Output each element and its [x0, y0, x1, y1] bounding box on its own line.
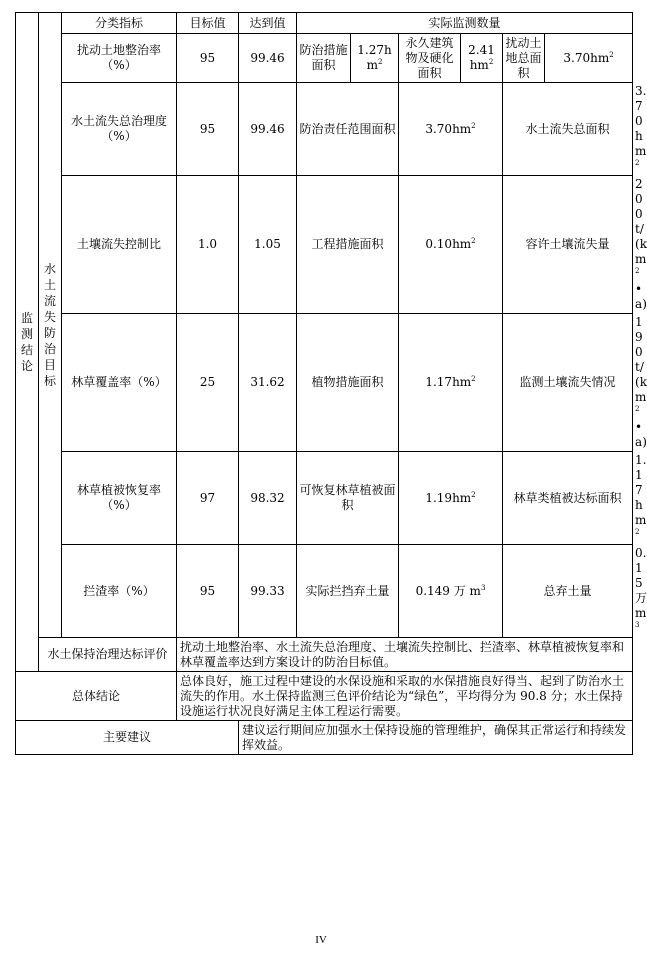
table-row: 林草植被恢复率（%） 97 98.32 可恢复林草植被面积 $1.19hm^2$ 林草类植被达标面积 $1.17hm^2$ — [16, 452, 633, 545]
table-row: 土壤流失控制比 1.0 1.05 工程措施面积 $0.10hm^2$ 容许土壤流失量 200 $t/(km^2•a)$ — [16, 176, 633, 314]
conclusion-text: 总体良好，施工过程中建设的水保设施和采取的水保措施良好得当、起到了防治水土流失的作用。水土保持监测三色评价结论为“绿色”，平均得分为 90.8 分；水土保持设施运行状况良好满足主体工程运行需要。 — [177, 672, 633, 721]
header-indicator: 分类指标 — [62, 13, 177, 34]
header-target: 目标值 — [177, 13, 239, 34]
indicator-cell: 林草植被恢复率（%） — [62, 452, 177, 545]
metric-value: 2.41 $hm^2$ — [461, 34, 503, 83]
evaluation-row — [16, 638, 633, 672]
metric-label: 永久建筑物及硬化面积 — [399, 34, 461, 83]
page-number: IV — [315, 934, 327, 946]
metric-label: 工程措施面积 — [297, 176, 399, 314]
metric-label: 水土流失总面积 — [503, 83, 633, 176]
indicator-cell: 拦渣率（%） — [62, 545, 177, 638]
metric-value: $0.10hm^2$ — [399, 176, 503, 314]
table-row: 拦渣率（%） 95 99.33 实际拦挡弃土量 0.149 万 $m^3$ 总弃土量 0.15 万 $m^3$ — [16, 545, 633, 638]
metric-value: 0.149 万 $m^3$ — [399, 545, 503, 638]
indicator-cell: 水土流失总治理度（%） — [62, 83, 177, 176]
achieved-cell: 99.46 — [239, 83, 297, 176]
achieved-cell: 98.32 — [239, 452, 297, 545]
indicator-cell: 土壤流失控制比 — [62, 176, 177, 314]
suggestion-row — [16, 721, 633, 755]
metric-value: $3.70hm^2$ — [399, 83, 503, 176]
evaluation-label: 水土保持治理达标评价 — [39, 638, 177, 672]
metric-value: $3.70hm^2$ — [545, 34, 633, 83]
target-cell: 95 — [177, 83, 239, 176]
conclusion-label: 总体结论 — [16, 672, 177, 721]
metric-label: 实际拦挡弃土量 — [297, 545, 399, 638]
suggestion-text: 建议运行期间应加强水土保持设施的管理维护，确保其正常运行和持续发挥效益。 — [239, 721, 633, 755]
table-row: 水土流失总治理度（%） 95 99.46 防治责任范围面积 $3.70hm^2$ 水土流失总面积 $3.70hm^2$ — [16, 83, 633, 176]
metric-label: 监测土壤流失情况 — [503, 314, 633, 452]
monitoring-conclusion-table — [15, 12, 647, 755]
achieved-cell: 31.62 — [239, 314, 297, 452]
metric-label: 总弃土量 — [503, 545, 633, 638]
subsection-label: 水土流失防治目标 — [43, 262, 56, 388]
target-cell: 25 — [177, 314, 239, 452]
evaluation-text: 扰动土地整治率、水土流失总治理度、土壤流失控制比、拦渣率、林草植被恢复率和林草覆盖率达到方案设计的防治目标值。 — [177, 638, 633, 672]
target-cell: 97 — [177, 452, 239, 545]
table-row: 林草覆盖率（%） 25 31.62 植物措施面积 $1.17hm^2$ 监测土壤流失情况 190 $t/(km^2•a)$ — [16, 314, 633, 452]
metric-value: $1.17hm^2$ — [399, 314, 503, 452]
section-cell — [16, 13, 39, 672]
target-cell: 95 — [177, 545, 239, 638]
indicator-cell: 扰动土地整治率（%） — [62, 34, 177, 83]
metric-value: $1.19hm^2$ — [399, 452, 503, 545]
metric-label: 可恢复林草植被面积 — [297, 452, 399, 545]
header-achieved: 达到值 — [239, 13, 297, 34]
metric-label: 扰动土地总面积 — [503, 34, 545, 83]
section-label: 监测结论 — [20, 311, 33, 373]
metric-label: 容许土壤流失量 — [503, 176, 633, 314]
target-cell: 95 — [177, 34, 239, 83]
metric-label: 林草类植被达标面积 — [503, 452, 633, 545]
target-cell: 1.0 — [177, 176, 239, 314]
metric-value: $1.27hm^2$ — [351, 34, 399, 83]
achieved-cell: 1.05 — [239, 176, 297, 314]
header-actual: 实际监测数量 — [297, 13, 633, 34]
indicator-cell: 林草覆盖率（%） — [62, 314, 177, 452]
metric-label: 防治责任范围面积 — [297, 83, 399, 176]
metric-label: 防治措施面积 — [297, 34, 351, 83]
metric-label: 植物措施面积 — [297, 314, 399, 452]
achieved-cell: 99.33 — [239, 545, 297, 638]
table-row — [16, 34, 633, 83]
header-row — [16, 13, 633, 34]
conclusion-row — [16, 672, 633, 721]
suggestion-label: 主要建议 — [16, 721, 239, 755]
achieved-cell: 99.46 — [239, 34, 297, 83]
subsection-cell — [39, 13, 62, 638]
